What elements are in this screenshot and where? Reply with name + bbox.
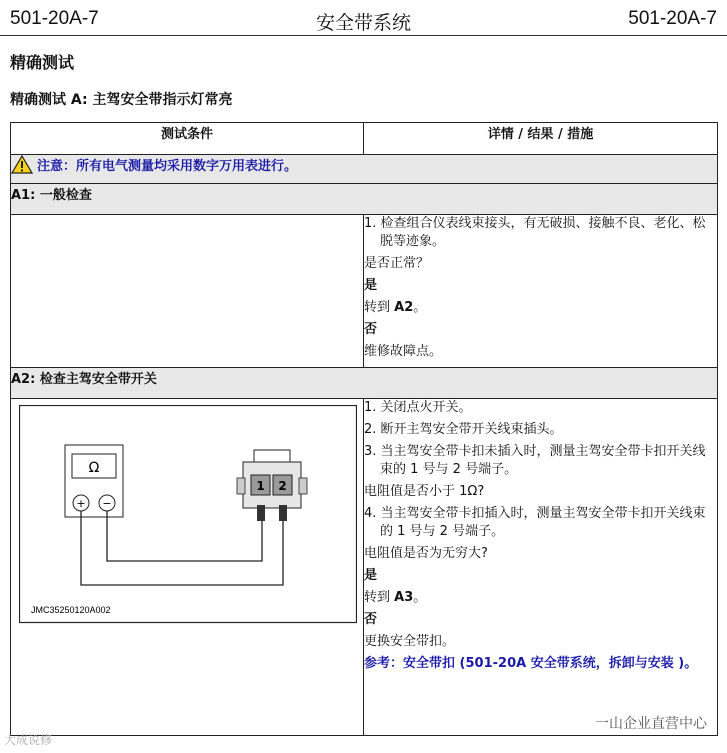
a1-no-action: 维修故障点。: [364, 344, 443, 359]
plus-terminal: +: [76, 497, 86, 510]
header-right-code: 501-20A-7: [628, 8, 717, 29]
test-title-prefix: 精确测试 A:: [10, 92, 88, 108]
a1-details-cell: [364, 215, 718, 368]
a2-goto-link[interactable]: A3: [394, 590, 414, 605]
test-title: [10, 89, 232, 109]
resistance-measurement-diagram: [19, 405, 357, 629]
a1-goto-link[interactable]: A2: [394, 300, 414, 315]
a2-no: 否: [364, 612, 378, 627]
a1-section-row: A1: 一般检查: [11, 184, 718, 215]
note-row: [11, 155, 718, 184]
watermark-left: 大成说修: [4, 733, 53, 747]
a1-question: 是否正常？: [364, 256, 430, 271]
header-rule: [0, 35, 727, 36]
header-title: 安全带系统: [315, 12, 411, 34]
a2-details-cell: [364, 399, 718, 736]
a2-step-2: 2. 断开主驾安全带开关线束插头。: [364, 422, 563, 437]
a2-yes: 是: [364, 568, 378, 583]
warning-icon: [11, 155, 33, 178]
minus-terminal: −: [102, 497, 112, 510]
a1-no: 否: [364, 322, 378, 337]
col-header-details: 详情 / 结果 / 措施: [364, 123, 718, 155]
page-header: [10, 8, 717, 36]
a2-title: 检查主驾安全带开关: [39, 372, 157, 387]
a2-reference-link[interactable]: 参考：安全带扣 (501-20A 安全带系统，拆卸与安装 )。: [364, 656, 698, 671]
pin-2-label: 2: [278, 479, 287, 493]
pinpoint-test-table: [10, 122, 718, 736]
note-text: 注意：所有电气测量均采用数字万用表进行。: [37, 159, 298, 174]
watermark-right: 一山企业直营中心: [591, 713, 711, 733]
col-header-conditions: 测试条件: [11, 123, 364, 155]
a2-content-row: [11, 399, 718, 736]
a2-steps-list: [364, 399, 717, 479]
a1-title: 一般检查: [39, 188, 92, 203]
test-title-text: 主驾安全带指示灯常亮: [92, 92, 233, 108]
a2-step-4: 4. 当主驾安全带卡扣插入时，测量主驾安全带卡扣开关线束的 1 号与 2 号端子。: [364, 506, 706, 539]
a2-label: A2: [11, 372, 31, 387]
table-header-row: [11, 123, 718, 155]
a2-question-2: 电阻值是否为无穷大?: [364, 546, 488, 561]
a2-yes-action: 转到 A3。: [364, 590, 427, 605]
diagram-svg: [19, 405, 357, 625]
header-left-code: 501-20A-7: [10, 8, 99, 29]
a2-question-1: 电阻值是否小于 1Ω?: [364, 484, 485, 499]
a2-no-action: 更换安全带扣。: [364, 634, 456, 649]
diagram-caption: JMC35250120A002: [31, 605, 111, 615]
meter-symbol: Ω: [88, 460, 100, 476]
a1-yes-action: 转到 A2。: [364, 300, 427, 315]
a1-content-row: [11, 215, 718, 368]
multimeter-icon: [65, 445, 123, 517]
section-title: 精确测试: [10, 53, 75, 72]
a2-conditions-cell: [11, 399, 364, 736]
a1-yes: 是: [364, 278, 378, 293]
a2-step-1: 1. 关闭点火开关。: [364, 400, 472, 415]
a1-conditions-cell: [11, 215, 364, 368]
a1-label: A1: [11, 188, 31, 203]
a2-step-3: 3. 当主驾安全带卡扣未插入时，测量主驾安全带卡扣开关线束的 1 号与 2 号端子。: [364, 444, 706, 477]
a2-section-row: A2: 检查主驾安全带开关: [11, 368, 718, 399]
a1-step-1: 1. 检查组合仪表线束接头，有无破损、接触不良、老化、松脱等迹象。: [364, 216, 706, 249]
pin-1-label: 1: [256, 479, 265, 493]
